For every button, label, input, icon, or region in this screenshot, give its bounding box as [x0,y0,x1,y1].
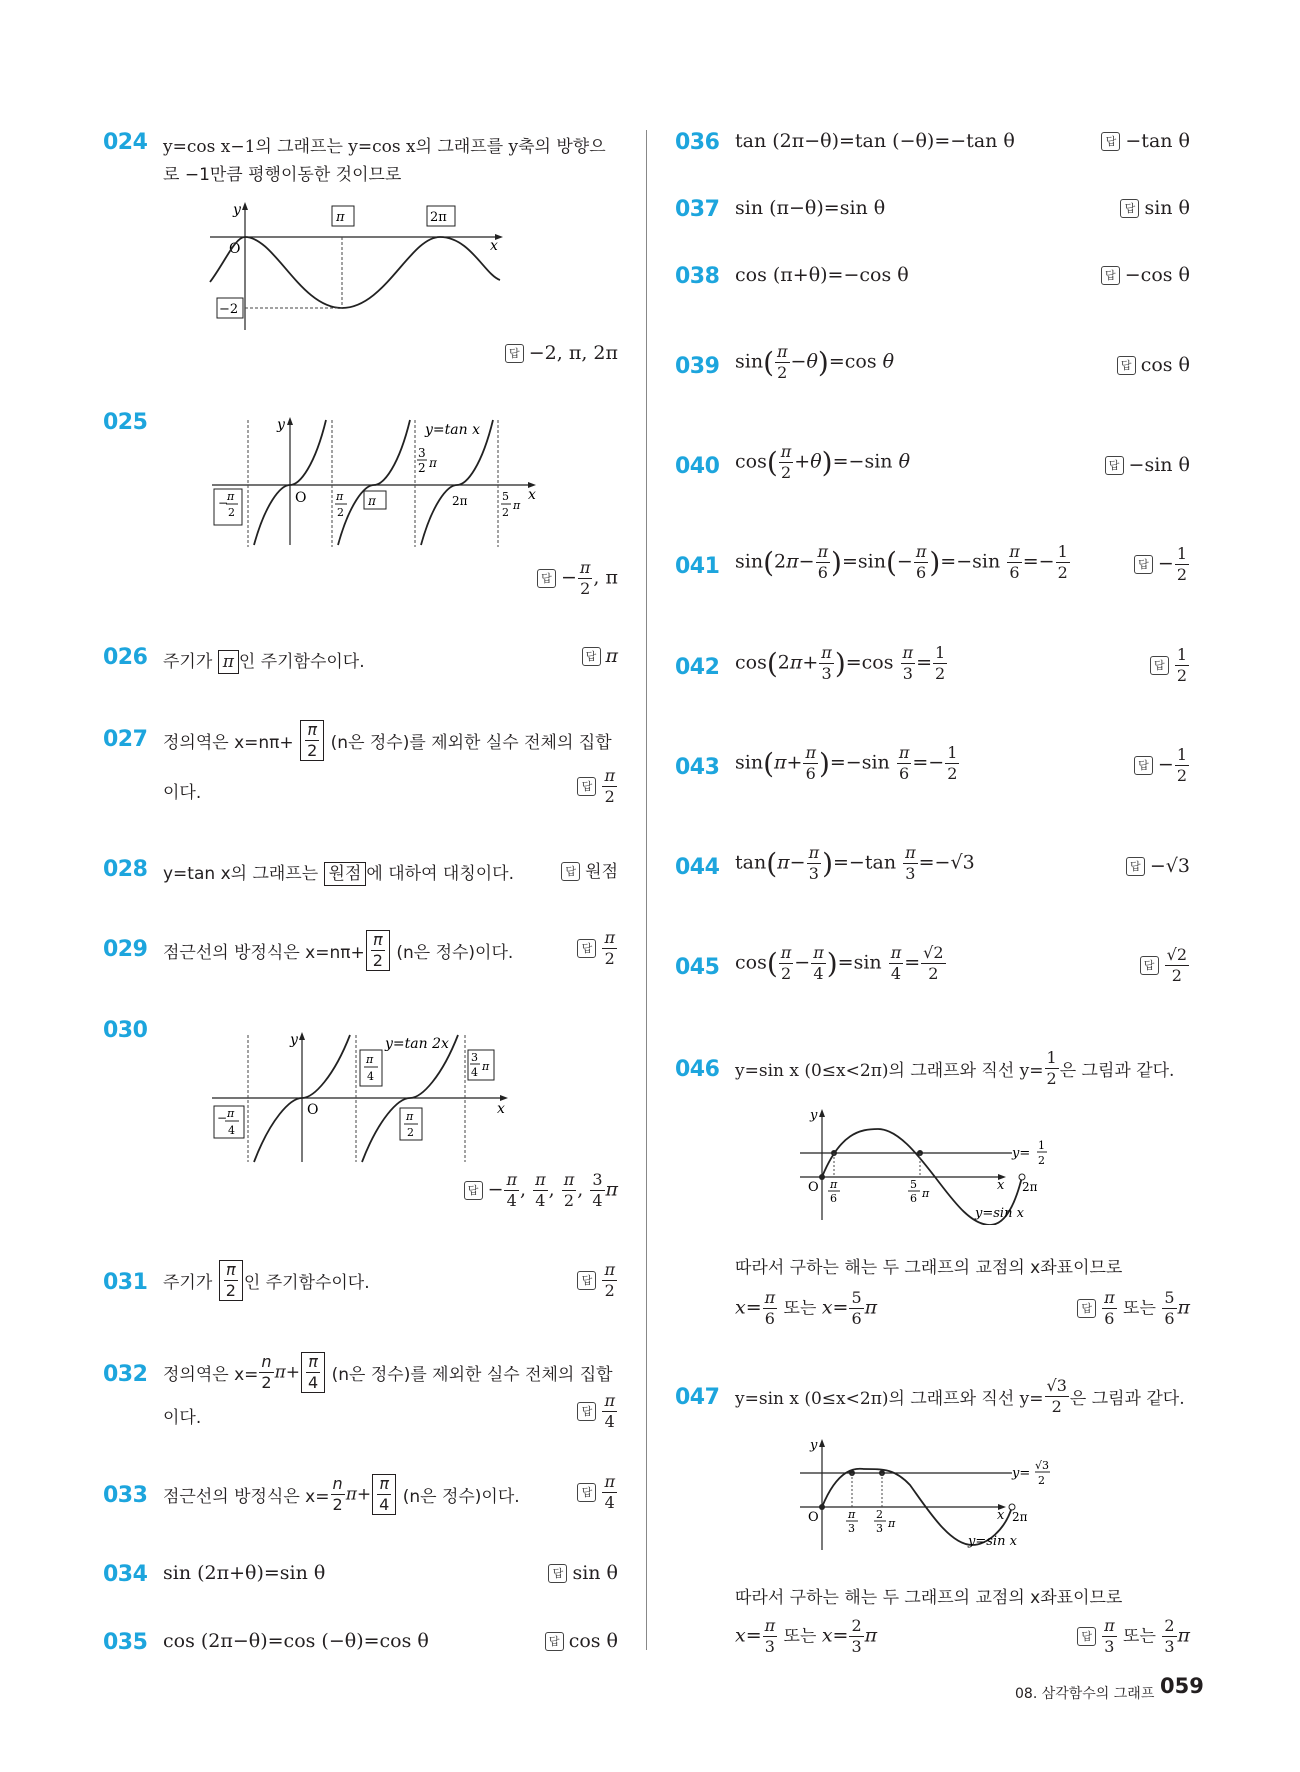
svg-text:π: π [227,1107,235,1120]
answer: 답 − $\frac{\pi}{2}$ , π [537,560,618,597]
answer: 답 −2, π, 2π [505,342,618,364]
svg-text:2: 2 [407,1126,414,1139]
svg-text:−: − [218,496,229,510]
problem-number: 027 [103,727,148,752]
tick-label: −2 [219,302,239,317]
problem-number: 025 [103,410,148,435]
problem-number: 033 [103,1483,148,1508]
cos-graph [205,200,515,335]
svg-text:4: 4 [228,1124,235,1137]
svg-text:x: x [528,487,536,503]
answer: 답 sin θ [548,1562,618,1584]
svg-text:√3: √3 [1035,1459,1050,1472]
svg-text:π: π [848,1508,856,1521]
equation: sin(π+ $\frac{\pi}{6}$ )=−sin $\frac{\pi}{6}$ =− $\frac{1}{2}$ [735,743,958,783]
answer: 답 −√3 [1126,855,1190,877]
svg-text:2: 2 [876,1508,883,1521]
svg-text:π: π [513,499,521,512]
problem-text: 로 −1만큼 평행이동한 것이므로 [163,165,402,185]
problem-text: 따라서 구하는 해는 두 그래프의 교점의 x좌표이므로 [735,1588,1123,1608]
problem-number: 041 [675,554,720,579]
equation: sin( $\frac{\pi}{2}$ −θ)=cos θ [735,342,895,382]
svg-text:y=: y= [1012,1466,1031,1481]
tick-label: 2π [430,210,447,225]
svg-text:π: π [336,490,344,503]
svg-text:y: y [290,1032,298,1048]
problem-text: y=sin x (0≤x<2π)의 그래프와 직선 y= $\frac{√3}{2}$ 은 그림과 같다. [735,1376,1185,1416]
problem-text: 정의역은 x=nπ+ $\frac{\pi}{2}$ (n은 정수)를 제외한 실수 전체의 집합 [163,720,612,760]
equation: cos( $\frac{\pi}{2}$ +θ)=−sin θ [735,442,911,482]
problem-text: 정의역은 x= $\frac{n}{2}$ π+ $\frac{\pi}{4}$ (n은 정수)를 제외한 실수 전체의 집합 [163,1352,613,1392]
problem-number: 026 [103,645,148,670]
svg-text:x: x [497,1101,505,1117]
equation: x= $\frac{\pi}{6}$ 또는 x= $\frac{5}{6}$ π [735,1288,878,1328]
answer: 답 원점 [561,857,618,882]
equation: cos (π+θ)=−cos θ [735,264,909,286]
svg-text:π: π [482,1060,490,1073]
page-number: 059 [1160,1674,1204,1698]
svg-text:5: 5 [910,1178,917,1191]
problem-text: 따라서 구하는 해는 두 그래프의 교점의 x좌표이므로 [735,1258,1123,1278]
problem-number: 045 [675,955,720,980]
problem-text: 주기가 π 인 주기함수이다. [163,652,365,672]
problem-text: 주기가 $\frac{\pi}{2}$ 인 주기함수이다. [163,1260,370,1300]
tick-label: π [336,210,345,225]
y-axis-arrow [242,202,248,210]
problem-text: 점근선의 방정식은 x=nπ+ $\frac{\pi}{2}$ (n은 정수)이다. [163,930,514,970]
svg-text:y=sin x: y=sin x [975,1206,1024,1221]
equation: cos(2π+ $\frac{\pi}{3}$ )=cos $\frac{\pi}{3}$ = $\frac{1}{2}$ [735,643,946,683]
answer: 답 $\frac{\pi}{2}$ [577,1262,618,1299]
svg-text:π: π [227,490,235,503]
problem-number: 039 [675,354,720,379]
svg-text:2: 2 [1038,1474,1045,1487]
svg-text:−: − [217,1111,228,1125]
svg-text:2: 2 [337,506,344,519]
svg-text:O: O [808,1180,819,1195]
svg-text:π: π [888,1517,896,1530]
svg-text:2: 2 [418,461,426,475]
svg-text:O: O [808,1510,819,1525]
problem-number: 046 [675,1057,720,1082]
problem-number: 036 [675,130,720,155]
svg-text:π: π [366,1053,374,1066]
svg-text:O: O [307,1102,319,1118]
svg-text:1: 1 [1038,1139,1045,1152]
svg-text:x: x [997,1178,1005,1193]
svg-text:y: y [810,1108,818,1123]
svg-text:π: π [368,494,376,508]
svg-text:O: O [295,490,307,506]
svg-text:π: π [429,456,437,470]
svg-text:6: 6 [830,1192,837,1205]
answer: 답 $\frac{\pi}{3}$ 또는 $\frac{2}{3}$ π [1077,1618,1190,1655]
svg-text:y=sin x: y=sin x [968,1534,1017,1549]
problem-number: 047 [675,1385,720,1410]
svg-text:y=: y= [1012,1146,1031,1161]
problem-number: 031 [103,1270,148,1295]
svg-text:4: 4 [471,1066,478,1079]
problem-number: 024 [103,130,148,155]
sin-graph-047 [790,1435,1070,1555]
cos-curve [210,237,500,308]
sin-graph-046 [790,1105,1070,1225]
svg-text:π: π [830,1178,838,1191]
column-divider [646,130,647,1650]
problem-number: 040 [675,454,720,479]
svg-text:x: x [997,1508,1005,1523]
answer: 답 − $\frac{\pi}{4}$ , $\frac{\pi}{4}$ , $\frac{\pi}{2}$ , $\frac{3}{4}$ π [464,1172,618,1209]
answer: 답 $\frac{\pi}{6}$ 또는 $\frac{5}{6}$ π [1077,1290,1190,1327]
svg-text:π: π [406,1110,414,1123]
answer: 답 sin θ [1120,197,1190,219]
answer: 답 $\frac{\pi}{4}$ [577,1393,618,1430]
problem-number: 044 [675,855,720,880]
answer: 답 $\frac{\pi}{2}$ [577,930,618,967]
answer: 답 −sin θ [1105,454,1190,476]
problem-text: y=sin x (0≤x<2π)의 그래프와 직선 y= $\frac{1}{2}$ 은 그림과 같다. [735,1048,1175,1088]
problem-number: 028 [103,857,148,882]
problem-number: 042 [675,655,720,680]
problem-text: y=cos x−1의 그래프는 y=cos x의 그래프를 y축의 방향으 [163,137,606,157]
y-label: y [233,202,241,218]
svg-text:2π: 2π [1022,1180,1038,1194]
svg-text:y=tan x: y=tan x [425,422,480,438]
svg-text:2: 2 [228,506,235,519]
answer: 답 − $\frac{1}{2}$ [1134,747,1190,784]
answer: 답 $\frac{\pi}{4}$ [577,1474,618,1511]
answer: 답 − $\frac{1}{2}$ [1134,546,1190,583]
x-label: x [490,238,498,254]
equation: tan (2π−θ)=tan (−θ)=−tan θ [735,130,1015,152]
equation: sin(2π− $\frac{\pi}{6}$ )=sin(− $\frac{\pi}{6}$ )=−sin $\frac{\pi}{6}$ =− $\frac{1}{2}$ [735,542,1068,582]
svg-text:3: 3 [876,1522,883,1535]
answer: 답 −cos θ [1101,264,1190,286]
problem-text: 이다. [163,783,202,803]
chapter-title: 08. 삼각함수의 그래프 [1015,1686,1155,1702]
answer: 답 cos θ [545,1630,618,1652]
problem-text: 점근선의 방정식은 x= $\frac{n}{2}$ π+ $\frac{\pi}{4}$ (n은 정수)이다. [163,1474,520,1514]
origin-label: O [229,241,241,257]
problem-number: 038 [675,264,720,289]
svg-text:3: 3 [471,1051,478,1064]
svg-text:6: 6 [910,1192,917,1205]
equation: cos( $\frac{\pi}{2}$ − $\frac{\pi}{4}$ )=sin $\frac{\pi}{4}$ = $\frac{√2}{2}$ [735,943,944,983]
tan-graph [210,415,545,550]
svg-text:y: y [810,1438,818,1453]
problem-number: 043 [675,755,720,780]
svg-text:2π: 2π [452,494,468,508]
answer: 답 −tan θ [1101,130,1190,152]
equation: x= $\frac{\pi}{3}$ 또는 x= $\frac{2}{3}$ π [735,1616,878,1656]
problem-number: 030 [103,1018,148,1043]
answer: 답 $\frac{√2}{2}$ [1140,947,1190,984]
svg-text:5: 5 [502,490,509,503]
equation: tan(π− $\frac{\pi}{3}$ )=−tan $\frac{\pi}{3}$ =−√3 [735,843,975,883]
answer: 답 $\frac{\pi}{2}$ [577,768,618,805]
svg-text:4: 4 [367,1070,374,1083]
tan2x-graph [210,1030,510,1165]
svg-text:π: π [922,1187,930,1200]
svg-text:y: y [277,417,285,433]
equation: cos (2π−θ)=cos (−θ)=cos θ [163,1630,429,1652]
problem-text: y=tan x의 그래프는 원점 에 대하여 대칭이다. [163,864,514,884]
equation: sin (π−θ)=sin θ [735,197,886,219]
problem-number: 029 [103,937,148,962]
answer: 답 cos θ [1117,354,1190,376]
problem-number: 034 [103,1562,148,1587]
svg-text:3: 3 [848,1522,855,1535]
equation: sin (2π+θ)=sin θ [163,1562,326,1584]
svg-text:2: 2 [1038,1154,1045,1167]
problem-number: 032 [103,1362,148,1387]
answer: 답 $\frac{1}{2}$ [1150,647,1190,684]
svg-text:3: 3 [418,446,426,460]
svg-text:2π: 2π [1012,1510,1028,1524]
answer-badge: 답 [505,344,524,363]
problem-number: 037 [675,197,720,222]
problem-text: 이다. [163,1408,202,1428]
answer: 답 π [582,645,619,667]
svg-text:y=tan 2x: y=tan 2x [385,1036,449,1052]
svg-text:2: 2 [502,506,509,519]
problem-number: 035 [103,1630,148,1655]
